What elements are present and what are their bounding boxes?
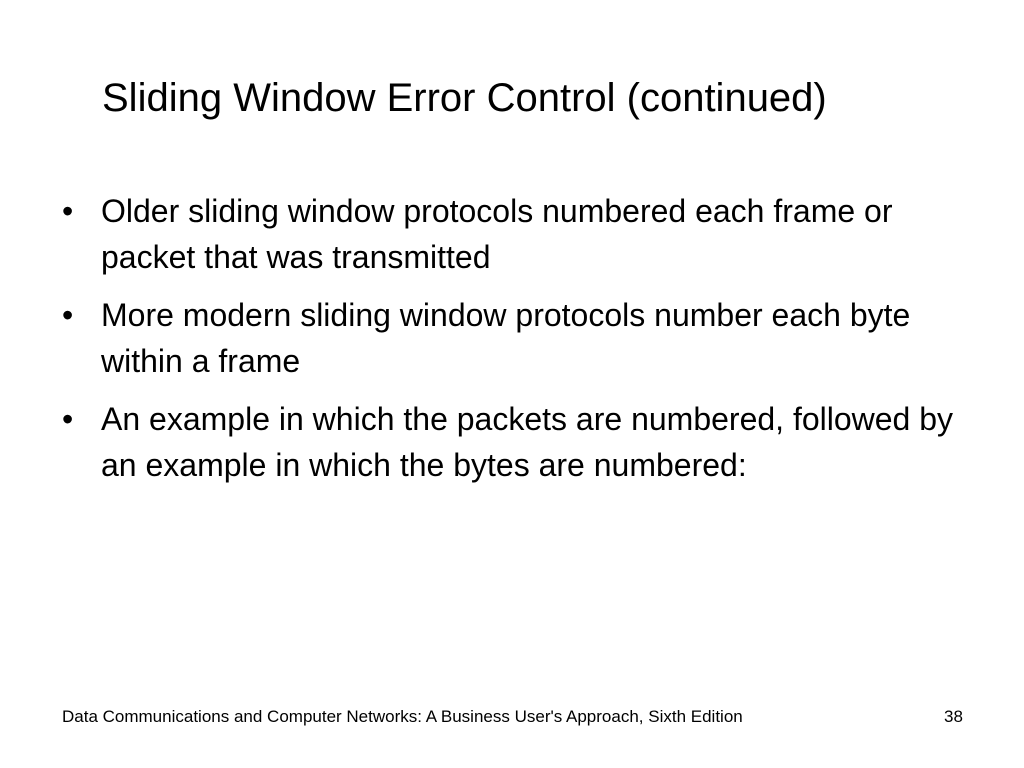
bullet-list [58, 188, 978, 500]
bullet-marker: • [62, 193, 74, 229]
bullet-item [58, 188, 978, 280]
page-number: 38 [944, 707, 963, 726]
bullet-text: Older sliding window protocols numbered each frame or packet that was transmitted [101, 193, 893, 275]
bullet-text: More modern sliding window protocols number each byte within a frame [101, 297, 911, 379]
footer-book-title: Data Communications and Computer Networks: A Business User's Approach, Sixth Edition [62, 707, 743, 726]
bullet-item [58, 396, 978, 488]
slide-title: Sliding Window Error Control (continued) [102, 76, 827, 120]
bullet-marker: • [62, 401, 74, 437]
bullet-item [58, 292, 978, 384]
bullet-text: An example in which the packets are numbered, followed by an example in which the bytes are numbered: [101, 401, 954, 483]
bullet-marker: • [62, 297, 74, 333]
